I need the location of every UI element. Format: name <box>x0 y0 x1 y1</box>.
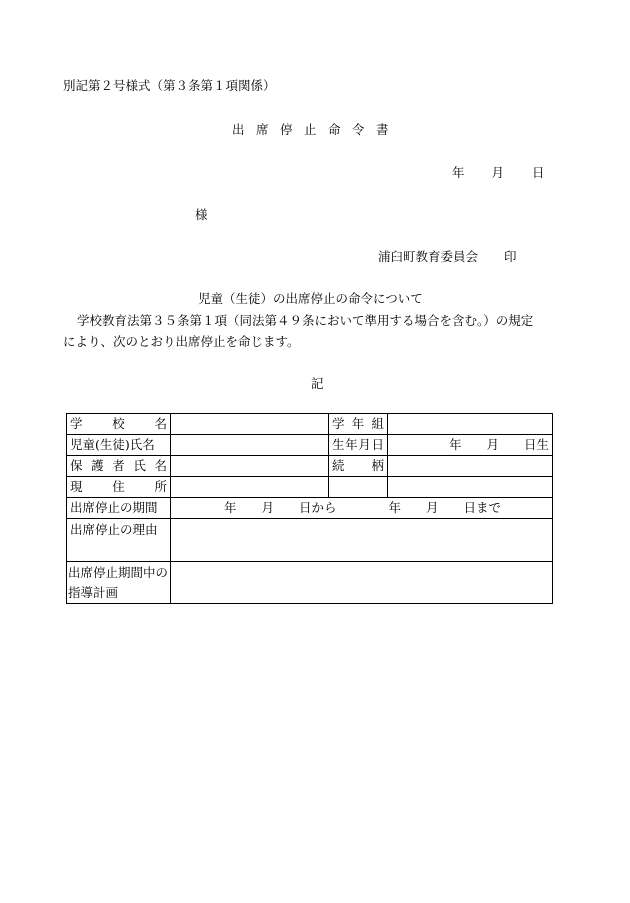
issuer-seal: 印 <box>504 249 517 264</box>
table-row <box>67 456 553 477</box>
issue-date <box>452 167 545 180</box>
table-row <box>67 477 553 498</box>
guardian-name-label: 保護者氏名 <box>67 456 171 477</box>
date-month: 月 <box>491 165 505 180</box>
date-year: 年 <box>452 165 465 180</box>
period-from: 年 月 日から <box>224 500 337 515</box>
issuer-name: 浦臼町教育委員会 <box>378 249 479 264</box>
birth-date-value: 年 月 日生 <box>388 435 553 456</box>
addressee-suffix: 様 <box>195 207 208 222</box>
reason-value <box>171 519 553 562</box>
school-name-value <box>171 414 329 435</box>
address-value-extension-2 <box>388 477 553 498</box>
student-name-label: 児童(生徒)氏名 <box>67 435 171 456</box>
table-row <box>67 519 553 562</box>
period-label: 出席停止の期間 <box>67 498 171 519</box>
plan-value <box>171 562 553 604</box>
reason-label: 出席停止の理由 <box>67 519 171 562</box>
address-value-extension <box>329 477 388 498</box>
document-title: 出席停止命令書 <box>232 122 401 137</box>
relationship-label: 続柄 <box>329 456 388 477</box>
form-label: 別記第２号様式（第３条第１項関係） <box>63 78 276 93</box>
table-row <box>67 414 553 435</box>
body-text-line-1: 学校教育法第３５条第１項（同法第４９条において準用する場合を含む。）の規定 <box>77 313 534 328</box>
ki-heading: 記 <box>311 376 324 391</box>
table-row <box>67 435 553 456</box>
details-table <box>66 413 553 604</box>
period-value <box>171 498 553 519</box>
date-day: 日 <box>532 165 545 180</box>
table-row <box>67 562 553 604</box>
birth-date-label: 生年月日 <box>329 435 388 456</box>
relationship-value <box>388 456 553 477</box>
period-to: 年 月 日まで <box>388 500 502 515</box>
address-value <box>171 477 329 498</box>
grade-class-value <box>388 414 553 435</box>
address-label: 現住所 <box>67 477 171 498</box>
body-text-line-2: により、次のとおり出席停止を命じます。 <box>63 334 300 349</box>
issuer <box>378 251 517 264</box>
table-row <box>67 498 553 519</box>
guardian-name-value <box>171 456 329 477</box>
plan-label: 出席停止期間中の指導計画 <box>67 562 171 604</box>
student-name-value <box>171 435 329 456</box>
grade-class-label: 学年組 <box>329 414 388 435</box>
school-name-label: 学校名 <box>67 414 171 435</box>
subject-line: 児童（生徒）の出席停止の命令について <box>198 291 423 306</box>
